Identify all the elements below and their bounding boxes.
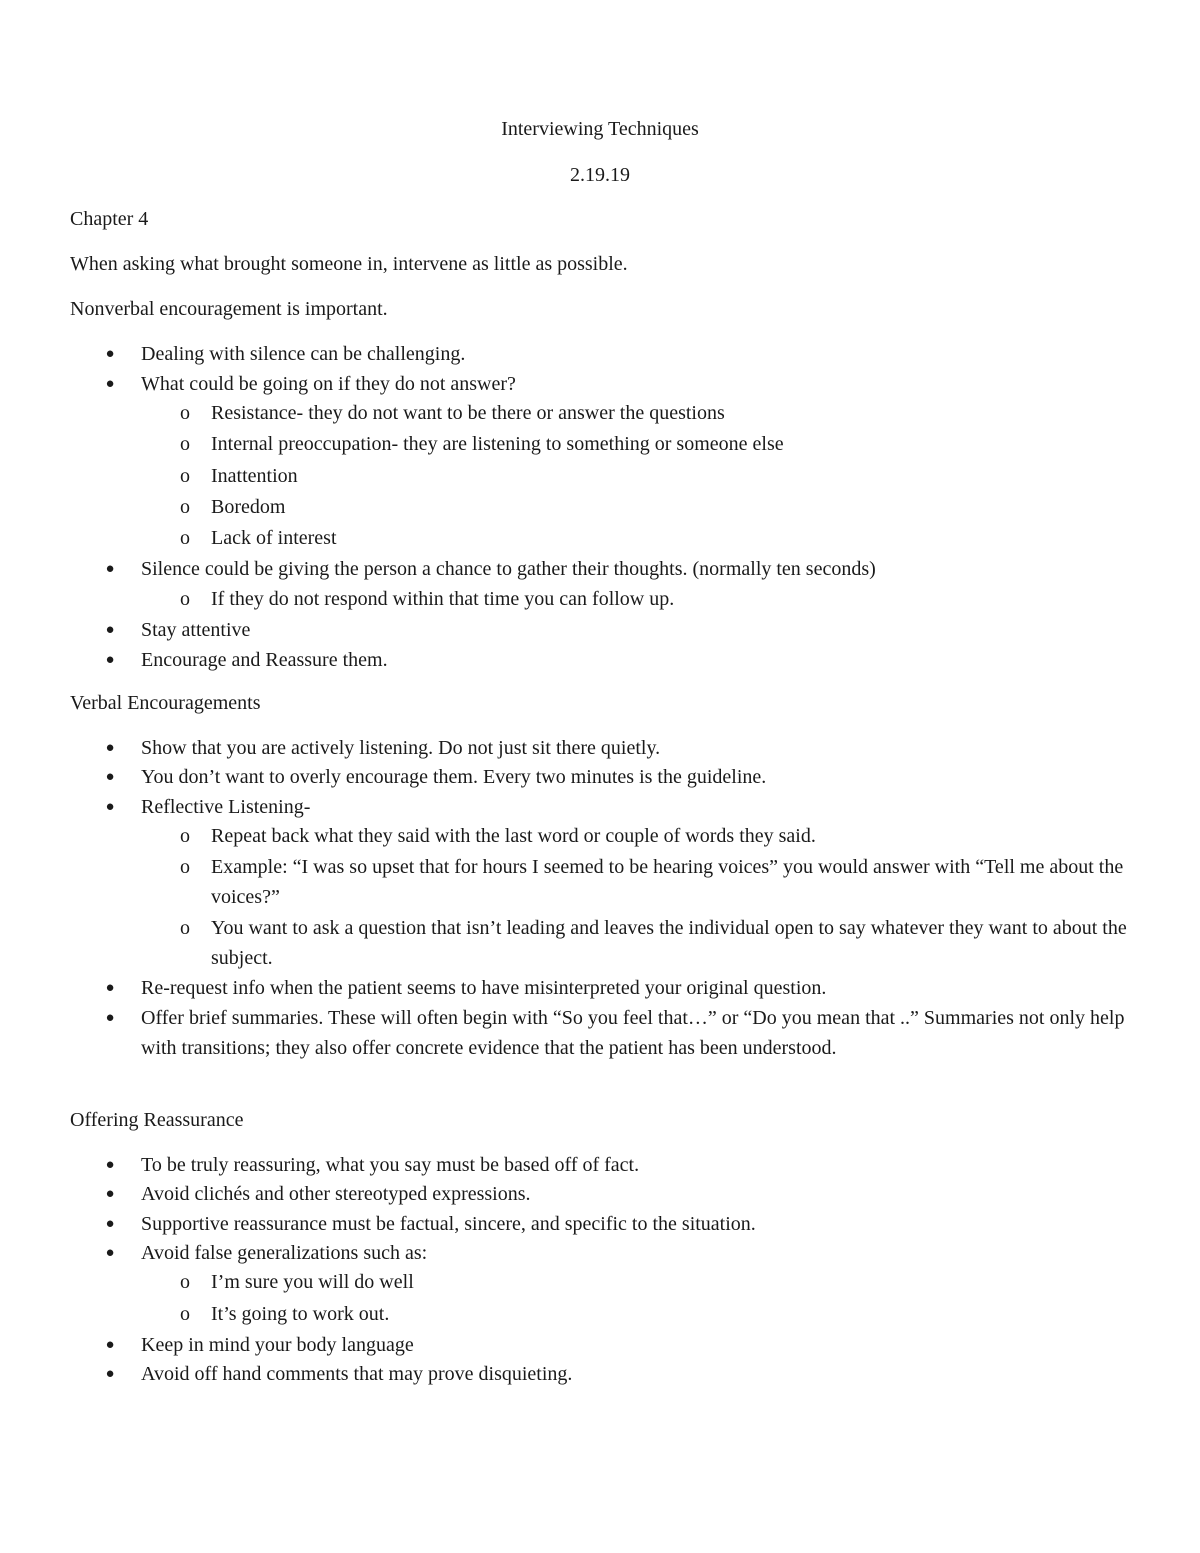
list-item-text: What could be going on if they do not answer? <box>141 373 516 395</box>
bullet-marker: ● <box>105 346 115 362</box>
sub-list-item <box>180 429 1131 459</box>
sub-list-item <box>180 523 1131 553</box>
chapter-heading: Chapter 4 <box>70 208 149 230</box>
list-item <box>105 645 1131 675</box>
bullet-marker: ● <box>105 376 115 392</box>
bullet-marker: ● <box>105 980 115 996</box>
bullet-marker: ● <box>105 1337 115 1353</box>
sub-list-item-text: It’s going to work out. <box>211 1303 390 1325</box>
sub-bullet-marker: o <box>180 433 190 455</box>
sub-list-item-text: You want to ask a question that isn’t leading and leaves the individual open to say whatever they want to about the subject. <box>211 917 1127 969</box>
sub-bullet-marker: o <box>180 527 190 549</box>
sub-bullet-marker: o <box>180 825 190 847</box>
sub-bullet-marker: o <box>180 1271 190 1293</box>
sub-list-item-text: I’m sure you will do well <box>211 1271 414 1293</box>
sub-list-item-text: If they do not respond within that time you can follow up. <box>211 588 675 610</box>
bullet-marker: ● <box>105 1216 115 1232</box>
bullet-marker: ● <box>105 622 115 638</box>
sub-bullet-marker: o <box>180 402 190 424</box>
list-item-text: Re-request info when the patient seems to have misinterpreted your original question. <box>141 977 827 999</box>
list-item <box>105 1003 1131 1063</box>
list-item-text: Silence could be giving the person a chance to gather their thoughts. (normally ten seconds) <box>141 558 876 580</box>
list-item <box>105 762 1131 792</box>
bullet-marker: ● <box>105 1010 115 1026</box>
list-item-text: Supportive reassurance must be factual, sincere, and specific to the situation. <box>141 1213 756 1235</box>
bullet-marker: ● <box>105 561 115 577</box>
list-item-text: Encourage and Reassure them. <box>141 649 388 671</box>
sub-list-item-text: Boredom <box>211 496 286 518</box>
sub-list-item <box>180 461 1131 491</box>
bullet-marker: ● <box>105 1157 115 1173</box>
bullet-marker: ● <box>105 652 115 668</box>
list-item <box>105 973 1131 1003</box>
list-item <box>105 792 1131 822</box>
bullet-marker: ● <box>105 740 115 756</box>
sub-list-item <box>180 852 1131 912</box>
list-item <box>105 1359 1131 1389</box>
sub-bullet-marker: o <box>180 496 190 518</box>
list-item-text: Stay attentive <box>141 619 251 641</box>
list-item <box>105 1330 1131 1360</box>
sub-list-item <box>180 1299 1131 1329</box>
sub-list-item-text: Resistance- they do not want to be there or answer the questions <box>211 402 725 424</box>
list-item-text: You don’t want to overly encourage them. Every two minutes is the guideline. <box>141 766 767 788</box>
sub-list-item <box>180 821 1131 851</box>
list-item <box>105 369 1131 399</box>
sub-bullet-marker: o <box>180 917 190 939</box>
list-item <box>105 615 1131 645</box>
sub-list-item-text: Lack of interest <box>211 527 337 549</box>
intro-paragraph: When asking what brought someone in, intervene as little as possible. <box>70 253 628 275</box>
sub-list-item <box>180 492 1131 522</box>
sub-list-item <box>180 584 1131 614</box>
list-item <box>105 554 1131 584</box>
list-item-text: To be truly reassuring, what you say must be based off of fact. <box>141 1154 640 1176</box>
sub-list-item <box>180 913 1131 973</box>
list-item <box>105 1238 1131 1268</box>
sub-bullet-marker: o <box>180 1303 190 1325</box>
bullet-marker: ● <box>105 799 115 815</box>
document-title: Interviewing Techniques <box>501 118 699 140</box>
bullet-marker: ● <box>105 1366 115 1382</box>
sub-list-item <box>180 398 1131 428</box>
sub-bullet-marker: o <box>180 856 190 878</box>
list-item-text: Avoid clichés and other stereotyped expressions. <box>141 1183 531 1205</box>
sub-bullet-marker: o <box>180 465 190 487</box>
sub-list-item-text: Example: “I was so upset that for hours I seemed to be hearing voices” you would answer with “Tell me about the voices?” <box>211 856 1124 908</box>
sub-list-item-text: Inattention <box>211 465 298 487</box>
sub-list-item-text: Internal preoccupation- they are listening to something or someone else <box>211 433 784 455</box>
list-item-text: Dealing with silence can be challenging. <box>141 343 466 365</box>
section-heading-reassurance: Offering Reassurance <box>70 1109 244 1131</box>
list-item <box>105 339 1131 369</box>
list-item <box>105 1179 1131 1209</box>
list-item-text: Keep in mind your body language <box>141 1334 414 1356</box>
list-item-text: Offer brief summaries. These will often begin with “So you feel that…” or “Do you mean that ..” Summaries not only help with transitions; they also offer concrete evidence that the patient has been understood. <box>141 1007 1125 1059</box>
bullet-marker: ● <box>105 1245 115 1261</box>
list-item-text: Avoid off hand comments that may prove disquieting. <box>141 1363 573 1385</box>
section-heading-verbal: Verbal Encouragements <box>70 692 261 714</box>
list-item <box>105 733 1131 763</box>
bullet-marker: ● <box>105 769 115 785</box>
list-item-text: Show that you are actively listening. Do not just sit there quietly. <box>141 737 661 759</box>
sub-list-item <box>180 1267 1131 1297</box>
section-heading-nonverbal: Nonverbal encouragement is important. <box>70 298 388 320</box>
list-item <box>105 1209 1131 1239</box>
list-item-text: Reflective Listening- <box>141 796 311 818</box>
list-item-text: Avoid false generalizations such as: <box>141 1242 428 1264</box>
sub-bullet-marker: o <box>180 588 190 610</box>
bullet-marker: ● <box>105 1186 115 1202</box>
sub-list-item-text: Repeat back what they said with the last word or couple of words they said. <box>211 825 816 847</box>
document-date: 2.19.19 <box>570 164 630 186</box>
list-item <box>105 1150 1131 1180</box>
